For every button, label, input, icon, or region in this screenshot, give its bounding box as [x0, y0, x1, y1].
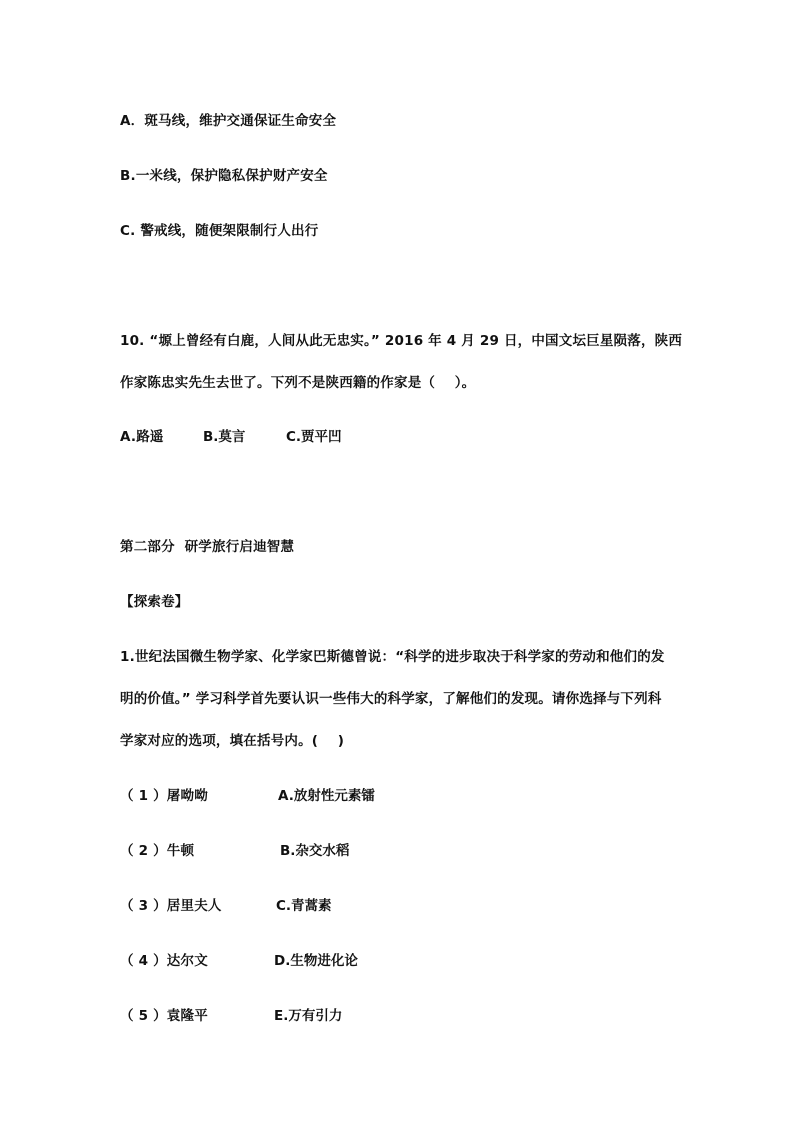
scientist-1: （ 1 ）屠呦呦 [120, 788, 208, 804]
q1-stem-line-1: 1.世纪法国微生物学家、化学家巴斯德曾说：“科学的进步取决于科学家的劳动和他们的发 [120, 649, 665, 665]
section-label: 【探索卷】 [120, 594, 189, 610]
discovery-c: C.青蒿素 [276, 898, 332, 914]
scientist-3: （ 3 ）居里夫人 [120, 898, 222, 914]
scientist-2: （ 2 ）牛顿 [120, 843, 195, 859]
discovery-e: E.万有引力 [274, 1008, 343, 1024]
part-2-heading: 第二部分 研学旅行启迪智慧 [120, 539, 295, 555]
q10-option-a: A.路遥 [120, 429, 164, 445]
scientist-4: （ 4 ）达尔文 [120, 953, 208, 969]
q1-stem-line-3: 学家对应的选项，填在括号内。( ) [120, 733, 345, 749]
q9-option-b: B.一米线，保护隐私保护财产安全 [120, 168, 328, 184]
scientist-5: （ 5 ）袁隆平 [120, 1008, 208, 1024]
q10-stem-line-1: 10. “塬上曾经有白鹿，人间从此无忠实。” 2016 年 4 月 29 日，中国文坛巨星陨落，陕西 [120, 333, 683, 349]
discovery-a: A.放射性元素镭 [278, 788, 375, 804]
discovery-d: D.生物进化论 [274, 953, 358, 969]
q9-option-a: A．斑马线，维护交通保证生命安全 [120, 113, 337, 129]
q10-stem-line-2: 作家陈忠实先生去世了。下列不是陕西籍的作家是（ ）。 [120, 375, 476, 391]
q10-option-b: B.莫言 [203, 429, 246, 445]
discovery-b: B.杂交水稻 [280, 843, 350, 859]
q9-option-c: C. 警戒线，随便架限制行人出行 [120, 223, 319, 239]
q10-option-c: C.贾平凹 [286, 429, 342, 445]
q1-stem-line-2: 明的价值。” 学习科学首先要认识一些伟大的科学家，了解他们的发现。请你选择与下列科 [120, 691, 662, 707]
